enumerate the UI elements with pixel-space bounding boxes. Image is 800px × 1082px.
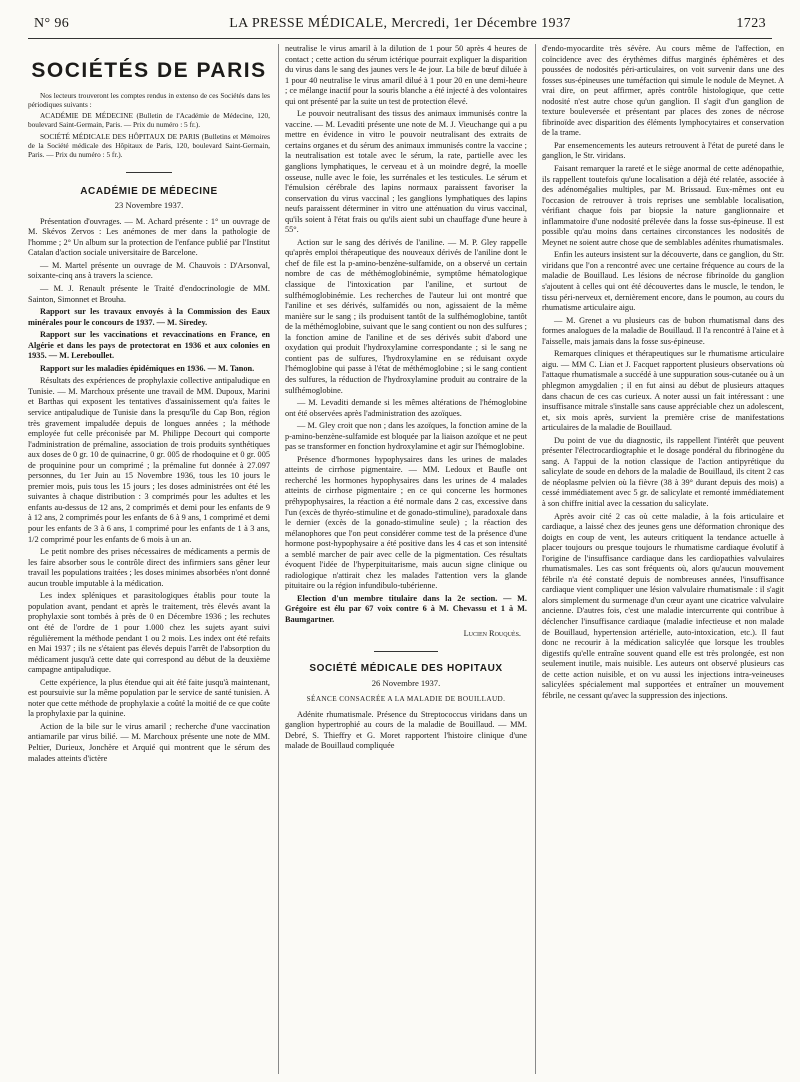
page-title: SOCIÉTÉS DE PARIS	[31, 59, 267, 82]
section-subtitle: SÉANCE CONSACRÉE A LA MALADIE DE BOUILLAUD.	[306, 695, 506, 704]
article-paragraph: Après avoir cité 2 cas où cette maladie, à la fois articulaire et cardiaque, a laissé chez des jeunes gens une déformation chronique des doigts en coup de vent, les auteurs critiquent la tendance actuelle à placer toujours ou presque toujours le rhumatisme cardiaque évolutif à l'origine de l'insuffisance cardiaque dans les cardiopathies valvulaires rhumatismales. Les cas sont fréquents où, alors qu'aucun mouvement fébrile n'a été constaté depuis de nombreuses années, l'insuffisance cardiaque vient compliquer une lésion valvulaire rhumatismale : il s'agit alors simplement du surmenage d'un cœur ayant une cicatrice valvulaire ancienne. D'autres fois, c'est une maladie intercurrente qui contribue à déclencher l'insuffisance cardiaque (maladie infectieuse et non malade de Bouillaud, hypertension artérielle, auto-intoxication, etc.). Il faut donc ne recourir à la médication salicylée que lorsque les troubles digestifs qu'elle entraîne souvent quand elle est très prolongée, est non seulement inutile, mais nuisible. Les auteurs ont observé plusieurs cas de cette action nuisible, et on vu aussi les injections intra-veineuses salicylées spécialement mal supportées et entraîner un mouvement fébrile, ne cessant qu'avec la suppression des injections.	[542, 511, 784, 700]
article-paragraph: Résultats des expériences de prophylaxie collective antipaludique en Tunisie. — M. Marchoux présente une travail de MM. Dupoux, Marini et Barthas qui exposent les tentatives d'assainissement qu'a faites le service antipaludique de Tunisie dans la presqu'île du Cap Bon, région très gravement impaludée depuis de longues années ; la méthode employée fut celle préconisée par M. Philippe Decourt qui comporte l'administration de prémaline, association de trois produits synthétiques aux doses de 0 gr. 10 de quinacrine, 0 gr. 005 de rhodoquine et 0 gr. 005 de proquinine pour un comprimé ; la prémaline fut donnée à 27.097 personnes, du 1er Juin au 15 Novembre 1936, tous les 10 jours le premier mois, puis tous les 15 jours ; les doses administrées ont été les suivantes à chaque distribution : 3 comprimés pour les adultes et les enfants au-dessus de 12 ans, 2 comprimés et demi pour les enfants de 9 à 12 ans, 2 comprimés pour les enfants de 6 à 9 ans, 1 comprimé et demi pour les enfants de 3 à 6 ans, 1 comprimé pour les enfants de 1 à 3 ans, 1/2 comprimé pour les enfants de 6 mois à un an.	[28, 376, 270, 544]
article-paragraph: — M. Gley croit que non ; dans les azoïques, la fonction amine de la p-amino-benzène-sulfamide est bloquée par la liaison azoïque et ne peut pas se transformer en fonction hydroxylamine et agir sur l'hémoglobine.	[285, 421, 527, 452]
intro-paragraph: SOCIÉTÉ MÉDICALE DES HÔPITAUX DE PARIS (Bulletins et Mémoires de la Société médicale des Hôpitaux de Paris, 120, boulevard Saint-Germain, Paris. — Prix du numéro : 5 fr.).	[28, 131, 270, 160]
article-paragraph: Présentation d'ouvrages. — M. Achard présente : 1° un ouvrage de M. Skévos Zervos : Les anémones de mer dans la pathologie de l'homme ; 2° Un album sur la protection de l'enfance publié par l'Institut Catalan d'action sociale universitaire de Barcelone.	[28, 216, 270, 258]
column-3	[542, 44, 784, 1076]
article-paragraph: Le pouvoir neutralisant des tissus des animaux immunisés contre la vaccine. — M. Levaditi présente une note de M. J. Vieuchange qui a pu mettre en évidence in vitro le pouvoir neutralisant des extraits de certains organes et du sérum des animaux immunisés contre la vaccine ; la neutralisation est totale avec le sérum, la rate, partielle avec les ganglions lymphatiques, le cerveau et à un moindre degré, la moelle osseuse, nulle avec le foie, les surrénales et les testicules. Le sérum et l'émulsion cérébrale des lapins normaux paraissent favoriser la conservation du virus vaccinal ; les ganglions lymphatiques des lapins neufs paraissent déterminer in vitro une atténuation du virus vaccinal, qu'ils soient à l'état frais ou qu'ils aient subi un chauffage d'une heure à 55°.	[285, 109, 527, 235]
column-2	[285, 44, 527, 1076]
divider	[374, 651, 438, 652]
article-paragraph: Remarques cliniques et thérapeutiques sur le rhumatisme articulaire aigu. — MM C. Lian et J. Facquet rapportent plusieurs observations où l'attaque rhumatismale a succédé à une suppuration sous-cutanée ou à un phlegmon amygdalien ; il en fut ainsi au début de plusieurs attaques dans chacun de ces cas curieux. A noter aussi un fait intéressant : une insuffisance mitrale s'installe sans cause appréciable chez un adolescent, et, six mois après, survient la première crise de manifestations articulaires de la maladie de Bouillaud.	[542, 349, 784, 433]
article-paragraph: Action sur le sang des dérivés de l'aniline. — M. P. Gley rappelle qu'après emploi thérapeutique des nouveaux dérivés de l'aniline dont le chef de file est la p-amino-benzène-sulfamide, on a observé un certain nombre de cas de méthémoglobinémie, symptôme hématologique classique de l'intoxication par l'aniline, et surtout de sulfhémoglobinémie. Les recherches de l'auteur lui ont montré que l'aniline et ses dérivés, sulfamidés ou non, agissaient de la même manière sur le sang ; ils produisent tantôt de la sulfhémoglobine, tantôt de la méthémoglobine, suivant que le sang contient ou non des sulfures ; la fonction amine de l'aniline et de ses dérivés subit d'abord une oxydation qui produit l'hydroxylamine correspondante ; si le sang ne contient pas de sulfures, l'hydroxylamine en se réduisant oxyde l'hémoglobine qui passe à l'état de méthémoglobine ; si le sang contient des sulfures, la réduction de l'hydroxylamine produit au contraire de la sulfhémoglobine.	[285, 237, 527, 395]
section-title: ACADÉMIE DE MÉDECINE	[80, 185, 218, 197]
column-1	[28, 44, 270, 1076]
article-paragraph: — M. J. Renault présente le Traité d'endocrinologie de MM. Sainton, Simonnet et Brouha.	[28, 284, 270, 304]
header-rule	[28, 38, 772, 39]
issue-number: N° 96	[34, 16, 70, 31]
article-paragraph: — M. Grenet a vu plusieurs cas de bubon rhumatismal dans des formes analogues de la maladie de Bouillaud. Il l'a rencontré à l'aine et à l'aisselle, mais jamais dans la fosse sus-épineuse.	[542, 315, 784, 346]
journal-title: LA PRESSE MÉDICALE, Mercredi, 1er Décembre 1937	[229, 16, 571, 31]
article-paragraph: Election d'un membre titulaire dans la 2e section. — M. Grégoire est élu par 67 voix contre 6 à M. Chevassu et 1 à M. Baumgartner.	[285, 593, 527, 624]
article-paragraph: Présence d'hormones hypophysaires dans les urines de malades atteints de cirrhose pigmentaire. — MM. Ledoux et Baufle ont recherché les hormones hypophysaires dans les urines de 4 malades atteints de cirrhose pigmentaire ; en ce qui concerne les hormones préhypophysaires, la réaction a été normale dans 2 cas, excessive dans l'un (excès de thyréo-stimuline et de gonado-stimuline), paradoxale dans le dernier (excès de la gonado-stimuline seule) ; la réaction des mélanophores que l'on peut considérer comme test de la présence d'une hormone post-hypophysaire a été positive dans les 4 cas et son intensité a semblé marcher de pair avec celle de la pigmentation. Ces résultats évoquent l'idée de l'hyperpituitarisme, mais aucun signe clinique ou radiologique n'attirait chez les malades l'attention vers la glande pituitaire ou la région infundibulo-tubérienne.	[285, 454, 527, 591]
column-separator	[278, 44, 279, 1074]
article-paragraph: Action de la bile sur le virus amaril ; recherche d'une vaccination antiamarile par virus bilié. — M. Marchoux présente une note de MM. Peltier, Durieux, Jonchère et Arquié qui montrent que le sérum des malades atteints d'ictère	[28, 721, 270, 763]
divider	[126, 172, 172, 173]
article-paragraph: Rapport sur les maladies épidémiques en 1936. — M. Tanon.	[40, 363, 255, 373]
article-paragraph: Rapport sur les vaccinations et revaccinations en France, en Algérie et dans les pays de protectorat en 1936 et aux colonies en 1935. — M. Lereboullet.	[28, 330, 270, 361]
article-paragraph: Rapport sur les travaux envoyés à la Commission des Eaux minérales pour le concours de 1937. — M. Siredey.	[28, 307, 270, 327]
article-paragraph: Du point de vue du diagnostic, ils rappellent l'intérêt que peuvent présenter l'électrocardiographie et le dosage pondéral du fibrinogène du sang. A l'appui de la notion classique de l'action antipyrétique du salicylate de soude en dehors de la maladie de Bouillaud, ils citent 2 cas de néoplasme pelvien où la fièvre (38 à 39° durant depuis des mois) a cessé immédiatement avec 5 gr. de salicylate et remonté immédiatement à son chiffre initial avec la cessation du salicylate.	[542, 435, 784, 508]
section-date: 26 Novembre 1937.	[371, 677, 441, 688]
article-paragraph: — M. Levaditi demande si les mêmes altérations de l'hémoglobine ont été observées après l'administration des azoïques.	[285, 398, 527, 418]
page-header	[28, 0, 772, 34]
article-paragraph: — M. Martel présente un ouvrage de M. Chauvois : D'Arsonval, soixante-cinq ans à travers la science.	[28, 260, 270, 281]
article-paragraph: Enfin les auteurs insistent sur la découverte, dans ce ganglion, du Str. viridans que l'on a rencontré avec une certaine fréquence au cours de la maladie de Bouillaud. Les lésions de nécrose fibrinoïde du ganglion s'ajoutent à celles qui ont été découvertes dans le muscle, le tendon, le tissu péri-nerveux et, dernièrement encore, dans le poumon, au cours du rhumatisme articulaire aigu.	[542, 250, 784, 313]
column-separator	[535, 44, 536, 1074]
article-paragraph: Faisant remarquer la rareté et le siège anormal de cette adénopathie, ils rappellent toutefois qu'une localisation a déjà été relatée, associée à des adénomégalies multiples, par M. Brissaud. Eux-mêmes ont eu l'occasion de retrouver à trois reprises une semblable localisation, vérifiant chaque fois par biopsie la nature ganglionnaire et inflammatoire d'une nodosité prélevée dans la fosse sus-épineuse. Il est possible qu'au moins dans certaines circonstances les nodosités de Meynet ne soient autre chose que de semblables adénites rhumatismales.	[542, 164, 784, 247]
intro-note	[28, 91, 270, 160]
article-paragraph: Adénite rhumatismale. Présence du Streptococcus viridans dans un ganglion hypertrophié au cours de la maladie de Bouillaud. — MM. Debré, S. Thieffry et G. Moret rapportent l'histoire clinique d'une malade de Bouillaud compliquée	[285, 709, 527, 751]
intro-paragraph: ACADÉMIE DE MÉDECINE (Bulletin de l'Académie de Médecine, 120, boulevard Saint-Germain, Paris. — Prix du numéro : 5 fr.).	[28, 111, 270, 130]
section-title: SOCIÉTÉ MÉDICALE DES HOPITAUX	[309, 663, 503, 675]
article-paragraph: Cette expérience, la plus étendue qui ait été faite jusqu'à maintenant, est poursuivie sur la même population par le service de santé tunisien. A noter que cette méthode de prophylaxie a coûté la moitié de ce que coûte la prophylaxie par la quinine.	[28, 677, 270, 719]
page-number: 1723	[736, 16, 766, 31]
article-paragraph: Par ensemencements les auteurs retrouvent à l'état de pureté dans le ganglion, le Str. viridans.	[542, 140, 784, 161]
author-signature: Lucien Rouquès.	[463, 628, 521, 638]
article-paragraph: d'endo-myocardite très sévère. Au cours même de l'affection, en coïncidence avec des érythèmes diffus marginés éphémères et des poussées de nodosités péri-articulaires, on voit survenir dans une des fosses sus-épineuses une tuméfaction qui simule le nodule de Meynet. A vrai dire, on peut affirmer, après contrôle histologique, que cette nodosité n'est autre chose qu'un ganglion. Il s'agit d'un ganglion de texture bouleversée et présentant par places des zones de nécrose fibrinoïde avec disparition des éléments lymphocytaires et conservation de la trame.	[542, 44, 784, 138]
article-paragraph: Les index spléniques et parasitologiques établis pour toute la population avant, pendant et après le traitement, très élevés avant la prophylaxie sont tombés à près de 0 en Décembre 1936 ; les rechutes ont été de l'ordre de 1 pour 1.000 chez les sujets ayant suivi régulièrement la méthode pendant 1 ou 2 mois. Les index ont été refaits en Mai 1937 ; ils ne s'étaient pas élevés depuis l'arrêt de l'absorption du médicament jusqu'à cette date qui correspond au début de la deuxième campagne antipaludique.	[28, 591, 270, 675]
article-paragraph: neutralise le virus amaril à la dilution de 1 pour 50 après 4 heures de contact ; cette action du sérum ictérique pourrait expliquer la disparition du virus dans le sang des jaunes vers le 4e jour. La bile de bœuf diluée à 1 pour 40 neutralise le virus amaril dilué à 1 pour 20 en une demi-heure ; ce mélange inactif pour la souris blanche a été injecté à des volontaires qui ont présenté par la suite un test de protection élevé.	[285, 44, 527, 106]
intro-paragraph: Nos lecteurs trouveront les comptes rendus in extenso de ces Sociétés dans les périodiques suivants :	[28, 90, 270, 109]
article-paragraph: Le petit nombre des prises nécessaires de médicaments a permis de les faire absorber sous le contrôle direct des infirmiers sans gêner leur travail les populations traitées ; les doses minimes absorbées n'ont donné aucun trouble imputable à la médication.	[28, 547, 270, 588]
section-date: 23 Novembre 1937.	[114, 200, 184, 211]
